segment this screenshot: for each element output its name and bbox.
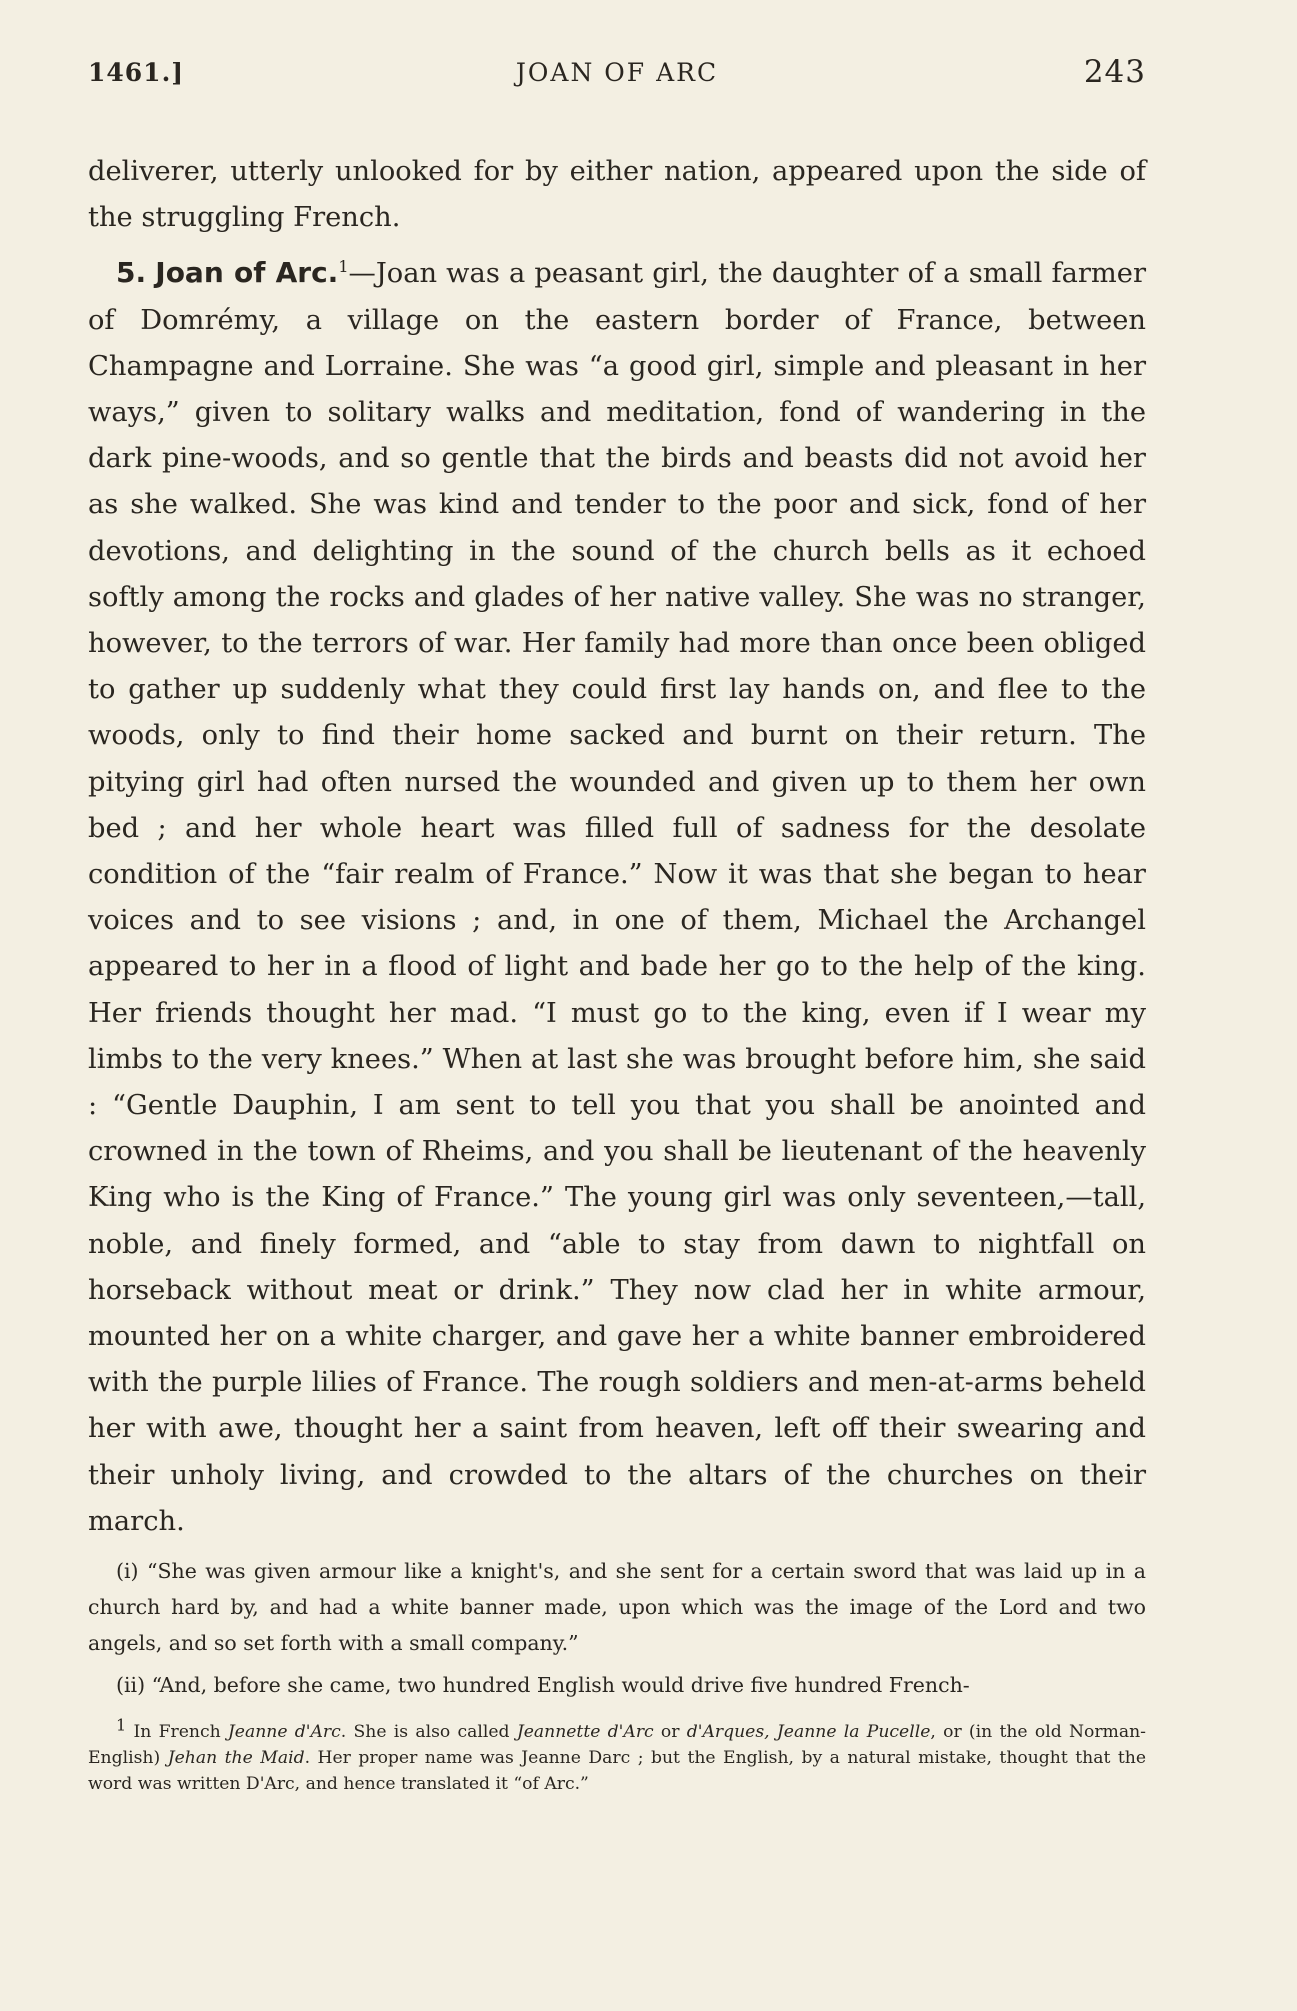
footnote: [88, 1715, 1147, 1797]
section-number: 5.: [116, 256, 147, 290]
footnote-text: , or (in the old Norman-English): [88, 1722, 1146, 1769]
footnote-text: or: [653, 1722, 687, 1743]
footnote-name: d'Arques, Jeanne la Pucelle: [686, 1722, 931, 1743]
quote-i: (i) “She was given armour like a knight's, and she sent for a certain sword that was laid up in a church hard by, and had a white banner made, upon which was the image of the Lord and two angels, and so set forth with a small company.”: [88, 1559, 1146, 1656]
quote-ii: (ii) “And, before she came, two hundred English would drive five hundred French-: [116, 1673, 970, 1698]
quotations: [88, 1553, 1146, 1703]
header-title: JOAN OF ARC: [515, 58, 719, 87]
book-page: [88, 54, 1147, 1797]
footnote-name: Jeanne d'Arc: [227, 1722, 341, 1743]
paragraph-joan-of-arc: [88, 250, 1146, 1545]
section-body: —Joan was a peasant girl, the daughter of a small farmer of Domrémy, a village on the eastern border of France, between Champagne and Lorraine. She was “a good girl, simple and pleasant in her ways,” given to solitary walks and meditation, fond of wandering in the dark pine-woods, and so gentle that the birds and beasts did not avoid her as she walked. She was kind and tender to the poor and sick, fond of her devotions, and delighting in the sound of the church bells as it echoed softly among the rocks and glades of her native valley. She was no stranger, however, to the terrors of war. Her family had more than once been obliged to gather up suddenly what they could first lay hands on, and flee to the woods, only to find their home sacked and burnt on their return. The pitying girl had often nursed the wounded and given up to them her own bed ; and her whole heart was filled full of sadness for the desolate condition of the “fair realm of France.” Now it was that she began to hear voices and to see visions ; and, in one of them, Michael the Archangel appeared to her in a flood of light and bade her go to the help of the king. Her friends thought her mad. “I must go to the king, even if I wear my limbs to the very knees.” When at last she was brought before him, she said : “Gentle Dauphin, I am sent to tell you that you shall be anointed and crowned in the town of Rheims, and you shall be lieutenant of the heavenly King who is the King of France.” The young girl was only seventeen,—tall, noble, and finely formed, and “able to stay from dawn to nightfall on horseback without meat or drink.” They now clad her in white armour, mounted her on a white charger, and gave her a white banner embroidered with the purple lilies of France. The rough soldiers and men-at-arms beheld her with awe, thought her a saint from heaven, left off their swearing and their unholy living, and crowded to the altars of the churches on their march.: [88, 258, 1147, 1537]
footnote-text: . Her proper name was Jeanne Darc ; but the English, by a natural mistake, thought that the word was written D'Arc, and hence translated it “of Arc.”: [88, 1748, 1147, 1795]
footnote-marker: 1: [116, 1715, 127, 1735]
footnote-text: . She is also called: [340, 1722, 517, 1743]
paragraph-continuation: deliverer, utterly unlooked for by either nation, appeared upon the side of the struggling French.: [88, 156, 1146, 234]
footnote-name: Jeannette d'Arc: [516, 1722, 654, 1743]
footnote-1: [88, 1715, 1147, 1797]
footnote-text: In French: [133, 1722, 228, 1743]
footnote-name: Jehan the Maid: [167, 1748, 305, 1769]
running-header: [88, 54, 1146, 102]
section-title: Joan of Arc.: [155, 256, 339, 290]
main-text: [88, 149, 1146, 1545]
header-year: 1461.]: [88, 58, 185, 87]
page-number: 243: [1083, 54, 1146, 90]
footnote-reference: 1: [338, 257, 349, 277]
